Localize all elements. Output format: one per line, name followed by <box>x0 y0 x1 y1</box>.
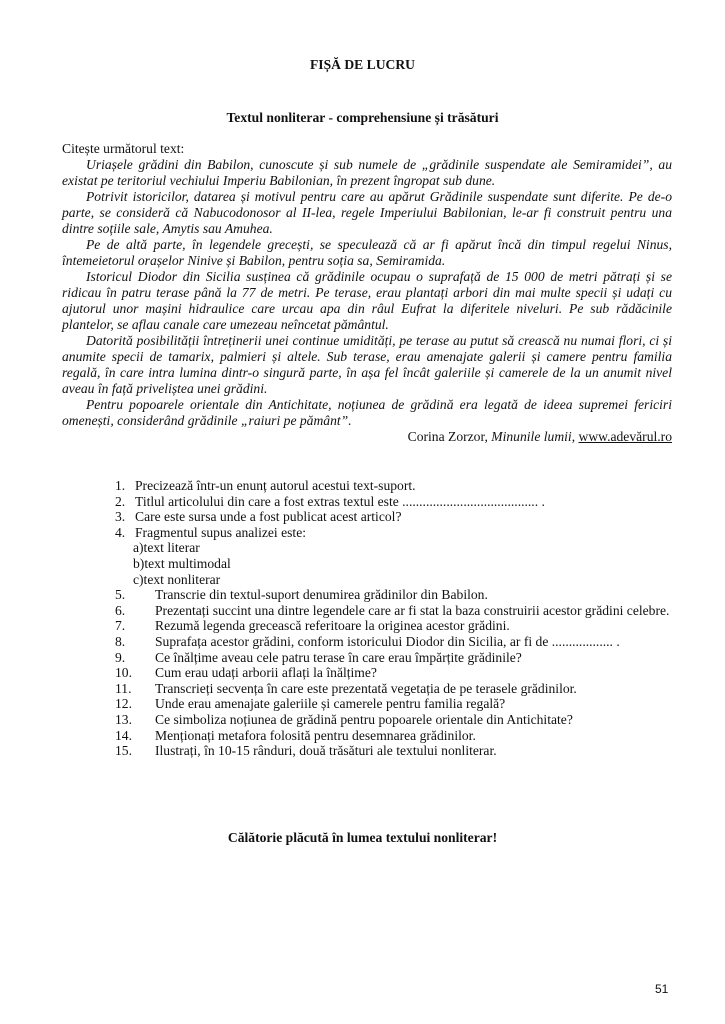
question-number: 7. <box>115 618 126 634</box>
source-author: Corina Zorzor, <box>407 429 488 444</box>
question-text: Ce simboliza noțiunea de grădină pentru popoarele orientale din Antichitate? <box>155 711 573 727</box>
question-item <box>115 525 672 541</box>
question-item <box>115 650 672 666</box>
question-number: 3. <box>115 509 126 525</box>
question-number: 1. <box>115 478 126 493</box>
question-number: 5. <box>115 587 126 603</box>
question-item <box>115 509 672 525</box>
question-item <box>115 696 672 712</box>
question-item <box>115 587 672 603</box>
question-number: 2. <box>115 493 126 509</box>
question-text: Transcrie din textul-suport denumirea grădinilor din Babilon. <box>155 587 488 603</box>
question-text: Rezumă legenda grecească referitoare la originea acestor grădini. <box>155 618 510 634</box>
question-list <box>115 478 672 759</box>
worksheet-title: FIȘĂ DE LUCRU <box>310 57 415 72</box>
question-item <box>115 665 672 681</box>
paragraph: Istoricul Diodor din Sicilia susținea că grădinile ocupau o suprafață de 15 000 de metri pătrați și se ridicau în patru terase până la 77 de metri. Pe terase, erau plantați arbori din mai multe specii și udați cu ajutorul unor mașini hidraulice care urcau apa din râul Eufrat la diferitele niveluri. Pe sub rădăcinile plantelor, se aflau canale care umezeau neîncetat pământul. <box>62 269 672 332</box>
source-citation <box>62 429 672 445</box>
question-number: 14. <box>115 727 132 743</box>
paragraph: Pentru popoarele orientale din Antichitate, noțiunea de grădină era legată de ideea supremei fericiri omenești, considerând grădinile „raiuri pe pământ”. <box>62 397 672 428</box>
paragraph: Pe de altă parte, în legendele grecești, se speculează că ar fi apărut încă din timpul regelui Ninus, întemeietorul orașelor Ninive și Babilon, pentru soția sa, Semiramida. <box>62 237 672 268</box>
question-text: Unde erau amenajate galeriile și camerele pentru familia regală? <box>155 696 506 712</box>
page-number: 51 <box>655 982 669 996</box>
source-separator: , <box>571 429 576 444</box>
question-number: 15. <box>115 743 132 759</box>
question-number: 8. <box>115 633 126 649</box>
question-text: Menționați metafora folosită pentru desemnarea grădinilor. <box>155 727 476 743</box>
question-number: 12. <box>115 696 132 712</box>
question-text: Ce înălțime aveau cele patru terase în care erau împărțite grădinile? <box>155 649 522 665</box>
question-text: Transcrieți secvența în care este prezentată vegetația de pe terasele grădinilor. <box>155 680 577 696</box>
question-number: 11. <box>115 680 132 696</box>
question-item <box>115 494 672 510</box>
question-item <box>115 634 672 650</box>
paragraph: Datorită posibilității întreținerii unei continue umidități, pe terase au putut să crească nu numai flori, ci și anumite specii de tamarix, palmieri și altele. Sub terase, erau amenajate galerii și camere pentru familia regală, în care intra lumina dintr-o singură parte, în așa fel încât galeriile și camerele de la un anumit nivel aveau în față priveliștea unei grădini. <box>62 333 672 396</box>
question-item <box>115 728 672 744</box>
answer-option: c)text nonliterar <box>133 571 221 587</box>
question-item <box>115 712 672 728</box>
question-text: Suprafața acestor grădini, conform istoricului Diodor din Sicilia, ar fi de .................. . <box>155 633 620 649</box>
question-text: Cum erau udați arborii aflați la înălțime? <box>155 665 377 681</box>
question-item <box>115 743 672 759</box>
question-text: Ilustrați, în 10-15 rânduri, două trăsături ale textului nonliterar. <box>155 743 497 759</box>
paragraph: Potrivit istoricilor, datarea și motivul pentru care au apărut Grădinile suspendate sunt diferite. Pe de-o parte, se consideră că Nabucodonosor al II-lea, regele Imperiului Babilonian, le-ar fi construit pentru una dintre soțiile sale, Amytis sau Amuhea. <box>62 189 672 236</box>
source-work: Minunile lumii <box>491 429 572 444</box>
answer-option: a)text literar <box>133 540 200 556</box>
question-text: Fragmentul supus analizei este: <box>135 524 307 540</box>
question-number: 9. <box>115 649 126 665</box>
question-number: 13. <box>115 711 132 727</box>
question-item <box>115 603 672 619</box>
answer-option: b)text multimodal <box>133 555 231 571</box>
question-number: 6. <box>115 602 126 618</box>
question-number: 4. <box>115 524 126 540</box>
reading-text <box>62 157 672 445</box>
worksheet-subtitle: Textul nonliterar - comprehensiune și trăsături <box>226 110 499 125</box>
question-text: Prezentați succint una dintre legendele care ar fi stat la baza construirii acestor grădini celebre. <box>155 602 670 618</box>
reading-instruction: Citește următorul text: <box>62 141 185 156</box>
source-link[interactable]: www.adevărul.ro <box>578 429 672 444</box>
paragraph: Uriașele grădini din Babilon, cunoscute și sub numele de „grădinile suspendate ale Semiramidei”, au existat pe teritoriul vechiului Imperiu Babilonian, în prezent îngropat sub dune. <box>62 157 672 188</box>
question-text: Titlul articolului din care a fost extras textul este ........................................ . <box>135 493 545 509</box>
question-number: 10. <box>115 665 132 681</box>
question-item <box>115 478 672 494</box>
question-item <box>115 618 672 634</box>
question-item <box>115 681 672 697</box>
closing-message: Călătorie plăcută în lumea textului nonliterar! <box>227 830 498 845</box>
question-text: Care este sursa unde a fost publicat acest articol? <box>135 509 402 525</box>
answer-options <box>115 540 672 587</box>
question-text: Precizează într-un enunț autorul acestui text-suport. <box>135 478 416 493</box>
